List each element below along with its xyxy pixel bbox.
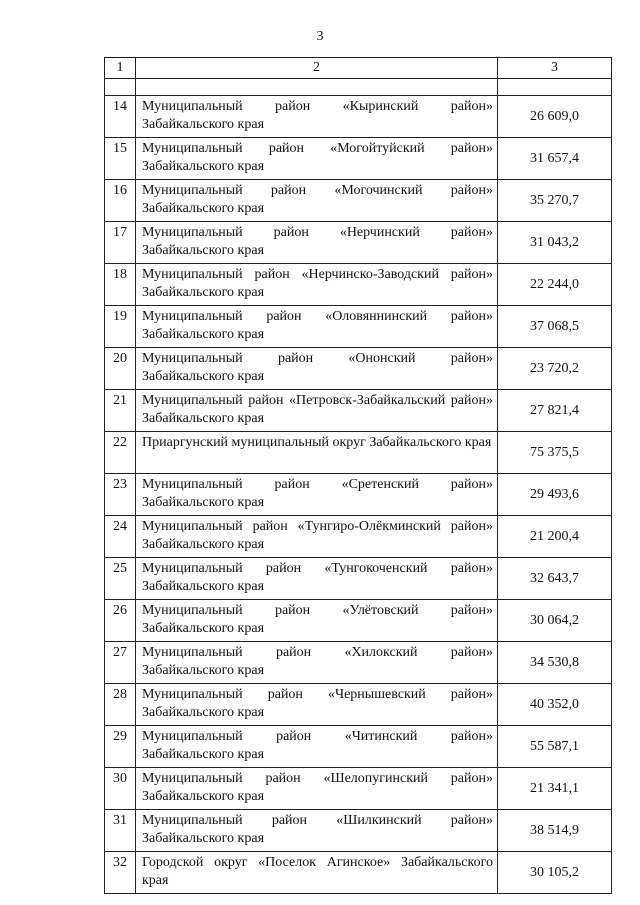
municipality-name: Муниципальный район «Петровск-Забайкальский район» Забайкальского края <box>136 390 498 432</box>
table-row <box>105 642 612 684</box>
table-row <box>105 264 612 306</box>
municipality-name: Муниципальный район «Могойтуйский район» Забайкальского края <box>136 138 498 180</box>
table-row <box>105 474 612 516</box>
table-row <box>105 516 612 558</box>
table-header-row <box>105 58 612 79</box>
row-number: 19 <box>105 306 136 348</box>
table-row <box>105 222 612 264</box>
row-number: 28 <box>105 684 136 726</box>
table-spacer-row <box>105 79 612 96</box>
municipality-name: Городской округ «Поселок Агинское» Забайкальского края <box>136 852 498 894</box>
amount-value: 30 105,2 <box>498 852 612 894</box>
table-row <box>105 558 612 600</box>
municipality-name: Муниципальный район «Кыринский район» Забайкальского края <box>136 96 498 138</box>
municipality-name: Муниципальный район «Нерчинский район» Забайкальского края <box>136 222 498 264</box>
row-number: 30 <box>105 768 136 810</box>
municipality-name: Муниципальный район «Шелопугинский район» Забайкальского края <box>136 768 498 810</box>
amount-value: 31 043,2 <box>498 222 612 264</box>
row-number: 31 <box>105 810 136 852</box>
table-row <box>105 726 612 768</box>
row-number: 29 <box>105 726 136 768</box>
row-number: 15 <box>105 138 136 180</box>
table-row <box>105 600 612 642</box>
row-number: 27 <box>105 642 136 684</box>
table-row <box>105 432 612 474</box>
municipality-name: Муниципальный район «Улётовский район» Забайкальского края <box>136 600 498 642</box>
municipality-name: Муниципальный район «Сретенский район» Забайкальского края <box>136 474 498 516</box>
table-row <box>105 390 612 432</box>
amount-value: 30 064,2 <box>498 600 612 642</box>
amount-value: 40 352,0 <box>498 684 612 726</box>
municipality-name: Муниципальный район «Оловяннинский район» Забайкальского края <box>136 306 498 348</box>
amount-value: 75 375,5 <box>498 432 612 474</box>
amount-value: 32 643,7 <box>498 558 612 600</box>
row-number: 17 <box>105 222 136 264</box>
row-number: 26 <box>105 600 136 642</box>
row-number: 18 <box>105 264 136 306</box>
table-row <box>105 348 612 390</box>
amount-value: 38 514,9 <box>498 810 612 852</box>
municipality-name: Муниципальный район «Тунгокоченский район» Забайкальского края <box>136 558 498 600</box>
municipality-name: Приаргунский муниципальный округ Забайкальского края <box>136 432 498 474</box>
amount-value: 35 270,7 <box>498 180 612 222</box>
row-number: 32 <box>105 852 136 894</box>
amount-value: 22 244,0 <box>498 264 612 306</box>
column-header-number: 1 <box>105 58 136 79</box>
municipality-name: Муниципальный район «Хилокский район» Забайкальского края <box>136 642 498 684</box>
column-header-value: 3 <box>498 58 612 79</box>
table-row <box>105 852 612 894</box>
table-row <box>105 180 612 222</box>
row-number: 22 <box>105 432 136 474</box>
municipality-name: Муниципальный район «Чернышевский район» Забайкальского края <box>136 684 498 726</box>
amount-value: 21 200,4 <box>498 516 612 558</box>
amount-value: 26 609,0 <box>498 96 612 138</box>
row-number: 23 <box>105 474 136 516</box>
amount-value: 31 657,4 <box>498 138 612 180</box>
municipality-name: Муниципальный район «Нерчинско-Заводский район» Забайкальского края <box>136 264 498 306</box>
municipality-name: Муниципальный район «Читинский район» Забайкальского края <box>136 726 498 768</box>
table-body <box>105 79 612 894</box>
municipality-name: Муниципальный район «Могочинский район» Забайкальского края <box>136 180 498 222</box>
amount-value: 55 587,1 <box>498 726 612 768</box>
table-row <box>105 306 612 348</box>
data-table <box>104 57 612 894</box>
table-row <box>105 810 612 852</box>
row-number: 24 <box>105 516 136 558</box>
table-row <box>105 684 612 726</box>
page-number: 3 <box>316 29 324 44</box>
row-number: 21 <box>105 390 136 432</box>
table-row <box>105 138 612 180</box>
row-number: 14 <box>105 96 136 138</box>
municipality-name: Муниципальный район «Тунгиро-Олёкминский район» Забайкальского края <box>136 516 498 558</box>
amount-value: 21 341,1 <box>498 768 612 810</box>
amount-value: 29 493,6 <box>498 474 612 516</box>
amount-value: 34 530,8 <box>498 642 612 684</box>
amount-value: 23 720,2 <box>498 348 612 390</box>
table-row <box>105 768 612 810</box>
municipality-name: Муниципальный район «Шилкинский район» Забайкальского края <box>136 810 498 852</box>
column-header-name: 2 <box>136 58 498 79</box>
row-number: 16 <box>105 180 136 222</box>
row-number: 25 <box>105 558 136 600</box>
amount-value: 37 068,5 <box>498 306 612 348</box>
table-row <box>105 96 612 138</box>
amount-value: 27 821,4 <box>498 390 612 432</box>
row-number: 20 <box>105 348 136 390</box>
municipality-name: Муниципальный район «Ононский район» Забайкальского края <box>136 348 498 390</box>
